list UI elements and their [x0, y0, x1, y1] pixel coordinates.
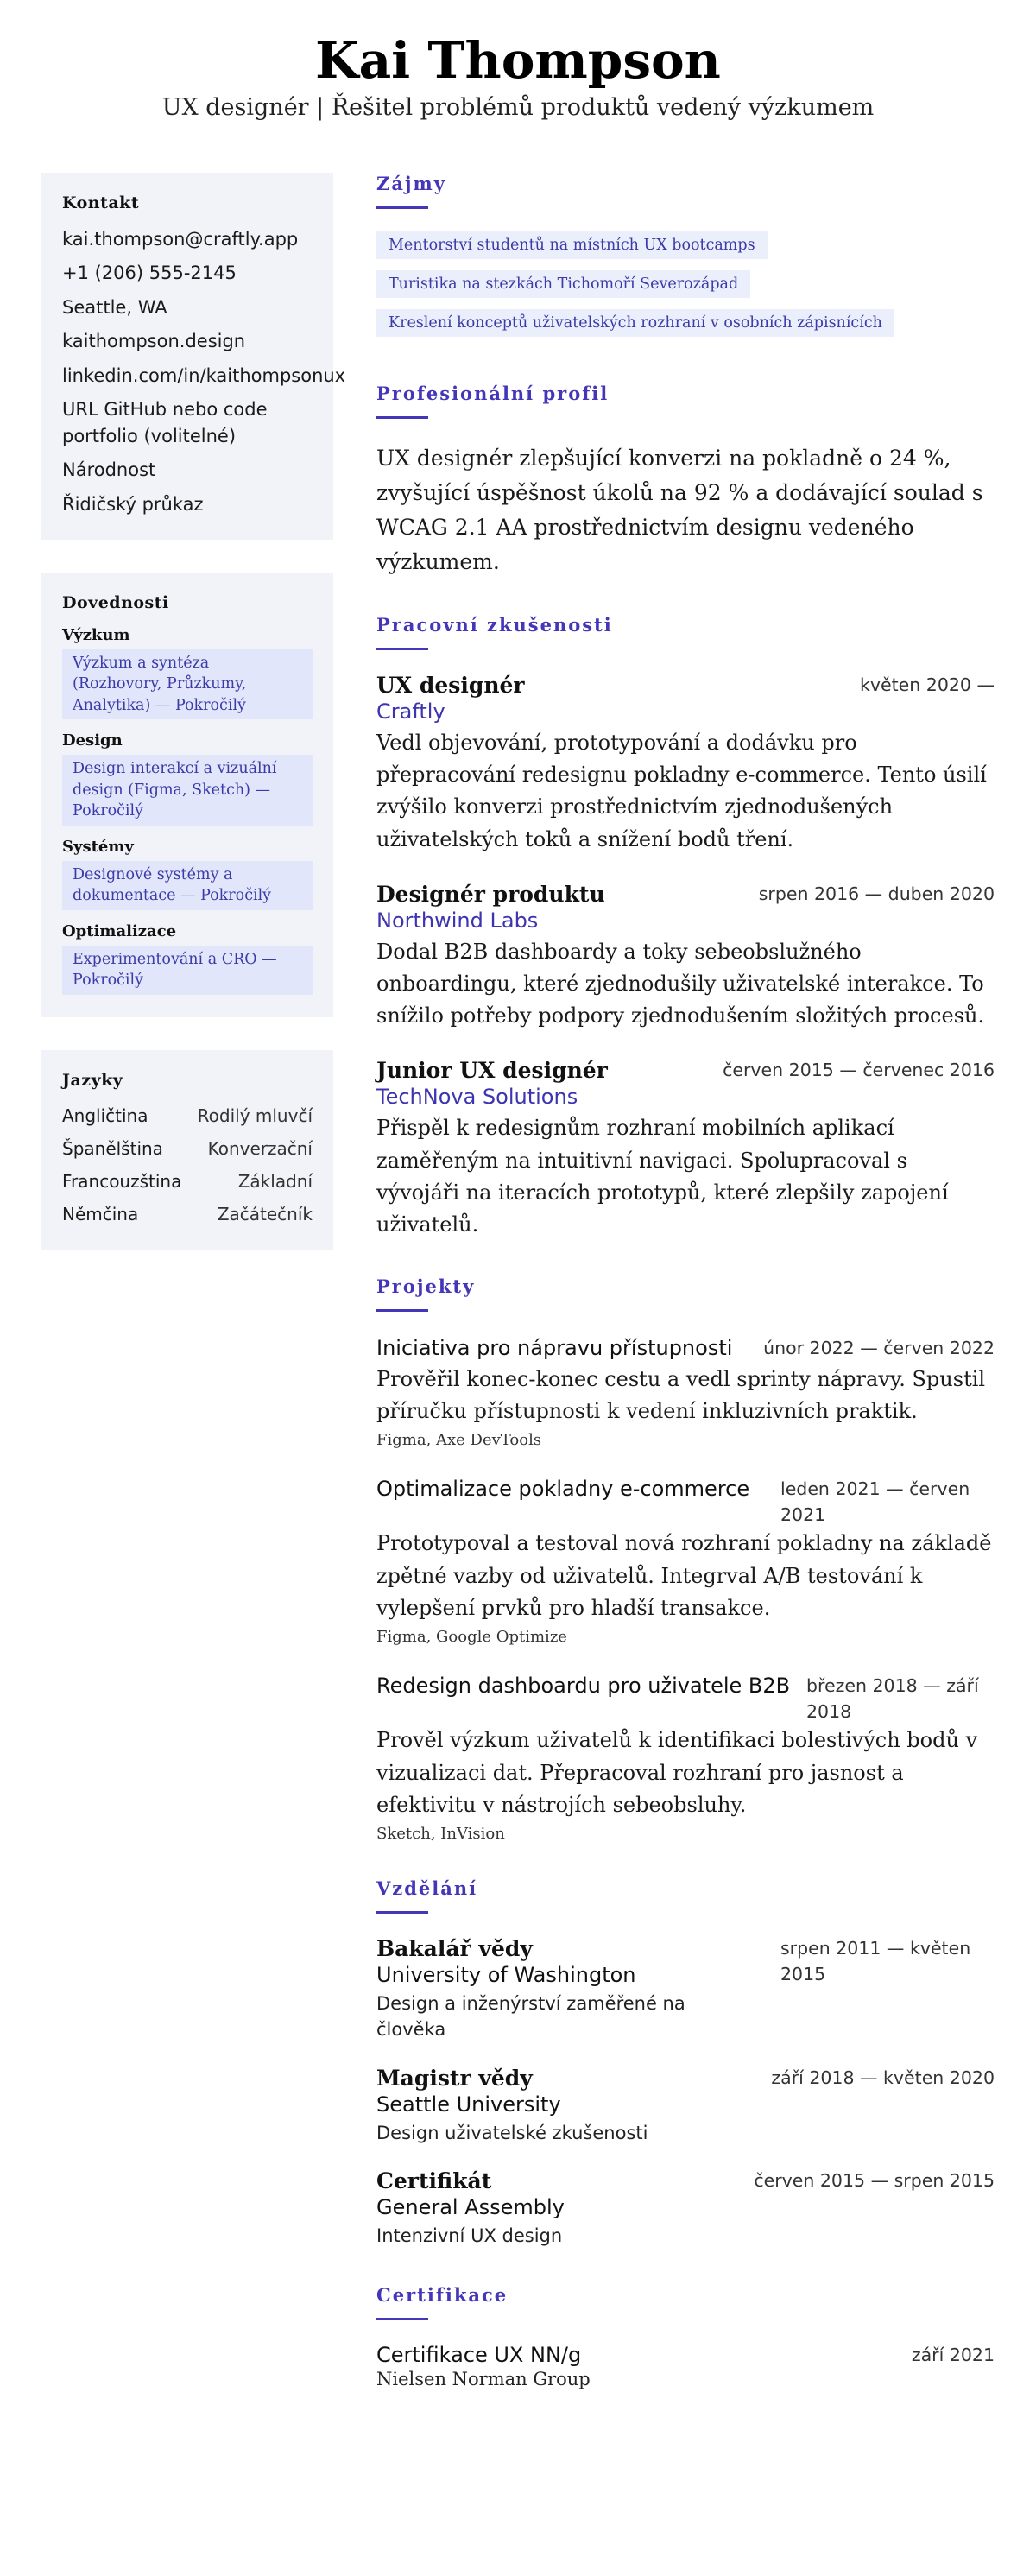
- skills-title: Dovednosti: [62, 592, 169, 612]
- language-name: Španělština: [62, 1137, 163, 1159]
- interest-tag: Turistika na stezkách Tichomoří Severozápad: [376, 270, 750, 298]
- language-row: [62, 1169, 313, 1194]
- section-title: Zájmy: [376, 173, 446, 194]
- job-company: TechNova Solutions: [376, 1085, 578, 1110]
- project-name: Optimalizace pokladny e-commerce: [376, 1477, 750, 1502]
- job-description: Dodal B2B dashboardy a toky sebeobslužného onboardingu, které zjednodušily uživatelské interakce. To snížilo potřeby podpory zjednodušením složitých procesů.: [376, 939, 985, 1029]
- profile-section: [376, 383, 995, 579]
- project-dates: leden 2021 — červen 2021: [780, 1478, 970, 1525]
- section-title: Certifikace: [376, 2283, 509, 2306]
- skill-category: Design: [62, 731, 123, 750]
- project-tools: Sketch, InVision: [376, 1825, 505, 1844]
- skill-group: [62, 626, 313, 720]
- job-dates: srpen 2016 — duben 2020: [758, 883, 995, 904]
- interest-tag: Kreslení konceptů uživatelských rozhraní v osobních zápisnících: [376, 309, 894, 337]
- section-title: Projekty: [376, 1275, 476, 1298]
- education-entry: [376, 2168, 995, 2249]
- contact-website[interactable]: kaithompson.design: [62, 331, 246, 352]
- section-divider: [376, 1911, 428, 1914]
- language-level: Konverzační: [207, 1137, 313, 1159]
- contact-nationality: Národnost: [62, 459, 156, 481]
- languages-card: [41, 1050, 333, 1250]
- resume-body: [41, 173, 995, 2389]
- section-title: Pracovní zkušenosti: [376, 614, 613, 636]
- main-column: [376, 173, 995, 2389]
- section-divider: [376, 2318, 428, 2320]
- candidate-name: Kai Thompson: [315, 31, 721, 90]
- project-description: Prototypoval a testoval nová rozhraní pokladny na základě zpětné vazby od uživatelů. Integrval A/B testování k vylepšení prvků pro hladší transakce.: [376, 1531, 992, 1620]
- contact-github: URL GitHub nebo code portfolio (volitelné): [62, 399, 268, 446]
- education-school: University of Washington: [376, 1963, 636, 1988]
- contact-card: [41, 173, 346, 540]
- experience-section: [376, 614, 995, 1241]
- interest-tag: Mentorství studentů na místních UX bootcamps: [376, 231, 768, 259]
- job-dates: červen 2015 — červenec 2016: [723, 1060, 995, 1081]
- project-name: Redesign dashboardu pro uživatele B2B: [376, 1674, 791, 1699]
- contact-email[interactable]: kai.thompson@craftly.app: [62, 229, 299, 250]
- skill-category: Systémy: [62, 837, 134, 856]
- contact-linkedin[interactable]: linkedin.com/in/kaithompsonux: [62, 364, 346, 386]
- contact-location: Seattle, WA: [62, 296, 167, 318]
- skill-chip: Výzkum a syntéza (Rozhovory, Průzkumy, Analytika) — Pokročilý: [62, 649, 313, 720]
- contact-license: Řidičský průkaz: [62, 493, 204, 515]
- job-description: Přispěl k redesignům rozhraní mobilních aplikací zaměřeným na intuitivní navigaci. Spolupracoval s vývojáři na iteracích prototypů, které zlepšily zapojení uživatelů.: [376, 1116, 949, 1237]
- skill-category: Optimalizace: [62, 921, 177, 940]
- job-dates: květen 2020 —: [860, 674, 995, 695]
- education-dates: srpen 2011 — květen 2015: [780, 1938, 971, 1984]
- job-entry: [376, 1058, 995, 1241]
- certification-date: září 2021: [911, 2344, 995, 2365]
- skill-chip: Designové systémy a dokumentace — Pokročilý: [62, 861, 313, 910]
- project-name: Iniciativa pro nápravu přístupnosti: [376, 1336, 733, 1361]
- skill-chip: Design interakcí a vizuální design (Figma, Sketch) — Pokročilý: [62, 755, 313, 826]
- skill-group: [62, 838, 313, 910]
- language-row: [62, 1104, 313, 1129]
- education-degree: Certifikát: [376, 2168, 492, 2194]
- project-tools: Figma, Google Optimize: [376, 1628, 567, 1647]
- education-section: [376, 1877, 995, 2250]
- education-field: Intenzivní UX design: [376, 2225, 563, 2247]
- job-title: UX designér: [376, 673, 525, 698]
- job-description: Vedl objevování, prototypování a dodávku pro přepracování redesignu pokladny e-commerce. Tento úsilí zvýšilo konverzi prostřednictvím zjednodušených uživatelských toků a snížení bodů tření.: [376, 731, 987, 851]
- language-name: Němčina: [62, 1203, 139, 1225]
- sidebar: [41, 173, 346, 2389]
- contact-title: Kontakt: [62, 193, 140, 212]
- education-degree: Magistr vědy: [376, 2065, 533, 2091]
- certifications-section: [376, 2284, 995, 2389]
- certification-issuer: Nielsen Norman Group: [376, 2368, 591, 2389]
- profile-summary: UX designér zlepšující konverzi na pokladně o 24 %, zvyšující úspěšnost úkolů na 92 % a dodávající soulad s WCAG 2.1 AA prostřednictvím designu vedeného výzkumem.: [376, 446, 983, 574]
- language-name: Francouzština: [62, 1170, 182, 1192]
- language-level: Začátečník: [217, 1203, 313, 1225]
- skills-card: [41, 573, 333, 1017]
- language-level: Základní: [237, 1170, 313, 1192]
- project-tools: Figma, Axe DevTools: [376, 1431, 542, 1450]
- job-entry: [376, 882, 995, 1033]
- languages-title: Jazyky: [62, 1070, 123, 1090]
- skill-group: [62, 922, 313, 995]
- language-row: [62, 1202, 313, 1227]
- projects-section: [376, 1275, 995, 1843]
- education-degree: Bakalář vědy: [376, 1936, 533, 1962]
- section-title: Profesionální profil: [376, 383, 610, 404]
- section-divider: [376, 1309, 428, 1312]
- education-entry: [376, 1936, 995, 2043]
- job-company: Craftly: [376, 699, 445, 724]
- project-description: Prověřil konec-konec cestu a vedl sprinty nápravy. Spustil příručku přístupnosti k vedení inkluzivních praktik.: [376, 1366, 986, 1423]
- education-entry: [376, 2066, 995, 2146]
- language-row: [62, 1136, 313, 1161]
- interests-list: [376, 231, 995, 348]
- education-dates: červen 2015 — srpen 2015: [754, 2170, 995, 2192]
- job-company: Northwind Labs: [376, 908, 539, 933]
- job-entry: [376, 673, 995, 856]
- job-title: Junior UX designér: [376, 1058, 608, 1084]
- certification-entry: [376, 2343, 995, 2389]
- education-field: Design a inženýrství zaměřené na člověka: [376, 1993, 685, 2041]
- project-entry: [376, 1334, 995, 1449]
- interests-section: [376, 173, 995, 348]
- section-divider: [376, 416, 428, 419]
- language-level: Rodilý mluvčí: [197, 1104, 313, 1126]
- project-dates: únor 2022 — červen 2022: [763, 1338, 995, 1359]
- project-entry: [376, 1672, 995, 1843]
- project-dates: březen 2018 — září 2018: [806, 1675, 979, 1722]
- section-title: Vzdělání: [376, 1877, 478, 1900]
- skill-group: [62, 731, 313, 826]
- education-field: Design uživatelské zkušenosti: [376, 2122, 648, 2143]
- job-title: Designér produktu: [376, 881, 605, 907]
- skill-chip: Experimentování a CRO — Pokročilý: [62, 946, 313, 995]
- section-divider: [376, 648, 428, 650]
- education-dates: září 2018 — květen 2020: [771, 2066, 995, 2088]
- education-school: General Assembly: [376, 2195, 565, 2220]
- education-school: Seattle University: [376, 2092, 561, 2117]
- project-entry: [376, 1475, 995, 1646]
- certification-name: Certifikace UX NN/g: [376, 2342, 582, 2367]
- language-name: Angličtina: [62, 1104, 148, 1126]
- resume-header: [0, 0, 1036, 121]
- contact-phone[interactable]: +1 (206) 555-2145: [62, 263, 237, 284]
- candidate-tagline: UX designér | Řešitel problémů produktů vedený výzkumem: [161, 93, 875, 121]
- skill-category: Výzkum: [62, 625, 130, 644]
- section-divider: [376, 206, 428, 209]
- project-description: Prověl výzkum uživatelů k identifikaci bolestivých bodů v vizualizaci dat. Přepracoval rozhraní pro jasnost a efektivitu v nástrojích sebeobsluhy.: [376, 1728, 978, 1817]
